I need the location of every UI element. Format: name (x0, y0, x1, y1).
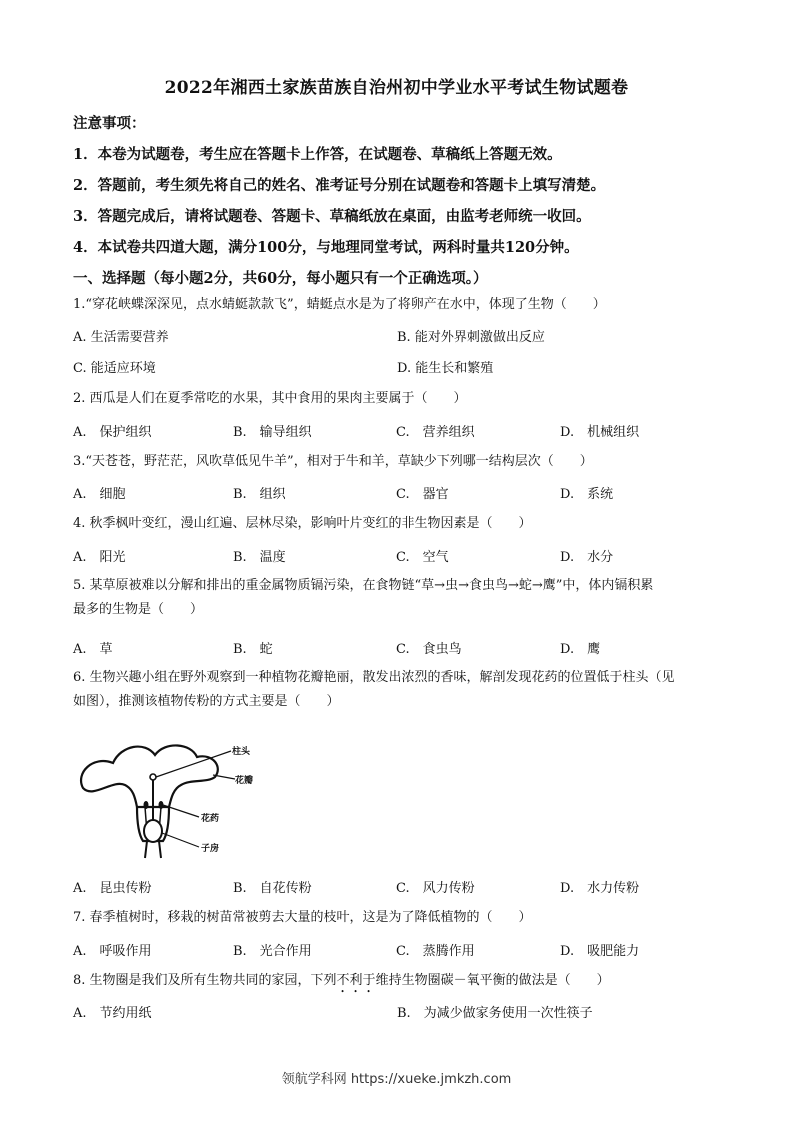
question-6-options (73, 877, 723, 899)
question-8-stem-after: 维持生物圈碳－氧平衡的做法是（ ） (375, 973, 610, 988)
question-6-stem-line1: 6. 生物兴趣小组在野外观察到一种植物花瓣艳丽，散发出浓烈的香味，解剖发现花药的位置低于柱头（见 (73, 670, 675, 685)
question-8-stem-before: 8. 生物圈是我们及所有生物共同的家园，下列 (73, 973, 337, 988)
flower-diagram-svg (73, 733, 253, 863)
question-5-stem-line2: 最多的生物是（ ） (73, 602, 204, 617)
option-b: B. 蛇 (233, 642, 273, 657)
question-7-stem: 7. 春季植树时，移栽的树苗常被剪去大量的枝叶，这是为了降低植物的（ ） (73, 910, 532, 925)
page-footer: 领航学科网 https://xueke.jmkzh.com (281, 1072, 512, 1087)
leader-line (162, 833, 199, 847)
question-7-options (73, 940, 723, 962)
note-item: 4．本试卷共四道大题，满分100分，与地理同堂考试，两科时量共120分钟。 (73, 239, 579, 256)
ovary (144, 820, 162, 842)
note-item: 1．本卷为试题卷，考生应在答题卡上作答，在试题卷、草稿纸上答题无效。 (73, 146, 562, 163)
option-b: B. 温度 (233, 550, 286, 565)
label-petal: 花瓣 (235, 776, 253, 786)
leader-line (156, 751, 231, 777)
option-d: D. 水力传粉 (560, 881, 640, 896)
exam-title: 2022年湘西土家族苗族自治州初中学业水平考试生物试题卷 (164, 78, 629, 98)
option-c: C. 能适应环境 (73, 361, 156, 376)
flower-diagram (73, 733, 253, 863)
option-a: A. 草 (73, 642, 113, 657)
label-anther: 花药 (201, 814, 220, 824)
question-6-stem-line2: 如图），推测该植物传粉的方式主要是（ ） (73, 694, 340, 709)
option-d: D. 水分 (560, 550, 614, 565)
question-5-options (73, 638, 723, 660)
note-item: 2．答题前，考生须先将自己的姓名、准考证号分别在试题卷和答题卡上填写清楚。 (73, 177, 606, 194)
option-b: B. 能对外界刺激做出反应 (397, 330, 545, 345)
question-2-stem: 2. 西瓜是人们在夏季常吃的水果，其中食用的果肉主要属于（ ） (73, 391, 467, 406)
question-6-stem (73, 666, 723, 714)
question-4-options (73, 546, 723, 568)
question-8-emphasis: 不利于 (336, 973, 376, 988)
question-8-stem (73, 968, 723, 996)
option-b: B. 输导组织 (233, 425, 312, 440)
option-b: B. 光合作用 (233, 944, 312, 959)
question-5-stem-line1: 5. 某草原被难以分解和排出的重金属物质镉污染，在食物链“草→虫→食虫鸟→蛇→鹰”中，体内镉积累 (73, 578, 654, 593)
section-heading: 一、选择题（每小题2分，共60分，每小题只有一个正确选项。） (73, 270, 488, 287)
question-4-stem: 4. 秋季枫叶变红，漫山红遍、层林尽染，影响叶片变红的非生物因素是（ ） (73, 516, 532, 531)
option-d: D. 吸肥能力 (560, 944, 640, 959)
option-a: A. 呼吸作用 (73, 944, 152, 959)
anther (159, 801, 164, 809)
label-ovary: 子房 (201, 844, 220, 854)
option-d: D. 鹰 (560, 642, 601, 657)
option-a: A. 阳光 (73, 550, 126, 565)
notes-heading: 注意事项： (73, 115, 146, 132)
option-d: D. 系统 (560, 487, 614, 502)
option-a: A. 保护组织 (73, 425, 152, 440)
option-c: C. 营养组织 (396, 425, 475, 440)
option-b: B. 组织 (233, 487, 286, 502)
note-item: 3．答题完成后，请将试题卷、答题卡、草稿纸放在桌面，由监考老师统一收回。 (73, 208, 591, 225)
label-stigma: 柱头 (232, 747, 251, 757)
question-5-stem (73, 574, 723, 622)
option-d: D. 能生长和繁殖 (397, 361, 494, 376)
option-a: A. 生活需要营养 (73, 330, 169, 345)
anther (144, 801, 149, 809)
question-1-options-2 (73, 357, 723, 379)
question-8-options (73, 1002, 723, 1024)
flower-stem (145, 841, 161, 858)
option-a: A. 昆虫传粉 (73, 881, 152, 896)
option-b: B. 自花传粉 (233, 881, 312, 896)
exam-notes (73, 108, 733, 294)
stigma (150, 774, 156, 780)
question-3-stem: 3.“天苍苍，野茫茫，风吹草低见牛羊”，相对于牛和羊，草缺少下列哪一结构层次（ ） (73, 454, 593, 469)
question-1-stem: 1.“穿花峡蝶深深见，点水蜻蜓款款飞”，蜻蜓点水是为了将卵产在水中，体现了生物（ ） (73, 297, 606, 312)
option-c: C. 蒸腾作用 (396, 944, 475, 959)
question-2-options (73, 421, 723, 443)
question-3-options (73, 483, 723, 505)
question-1-options (73, 326, 723, 348)
option-c: C. 风力传粉 (396, 881, 475, 896)
option-a: A. 细胞 (73, 487, 126, 502)
option-c: C. 空气 (396, 550, 449, 565)
option-c: C. 器官 (396, 487, 449, 502)
option-b: B. 为减少做家务使用一次性筷子 (397, 1006, 593, 1021)
option-c: C. 食虫鸟 (396, 642, 462, 657)
option-a: A. 节约用纸 (73, 1006, 152, 1021)
option-d: D. 机械组织 (560, 425, 640, 440)
